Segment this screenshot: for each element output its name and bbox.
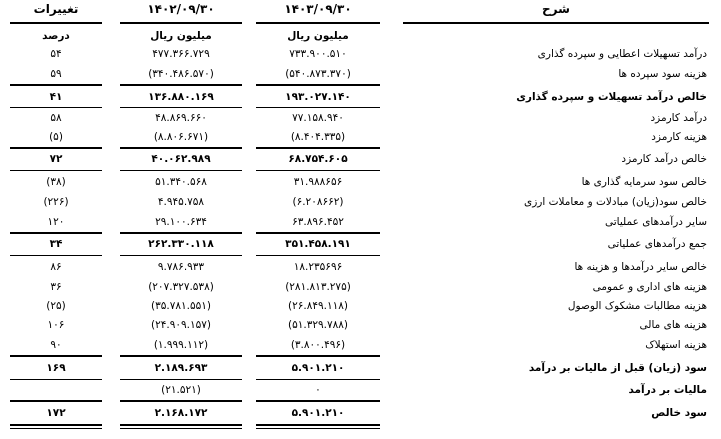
row-rule: [10, 379, 102, 380]
header-rule: [10, 22, 102, 24]
row-current: ۰: [315, 384, 321, 396]
subtotal-rule: [256, 232, 380, 234]
row-prior: (۳۴۰.۴۸۶.۵۷۰): [148, 68, 214, 80]
table-row: [0, 381, 721, 399]
row-label: هزینه مطالبات مشکوک الوصول: [567, 300, 707, 312]
row-prior: (۲۰۷.۳۲۷.۵۳۸): [148, 281, 214, 293]
row-prior: ۲.۱۸۹.۶۹۳: [154, 362, 208, 374]
row-change: ۱۶۹: [46, 362, 66, 374]
total-rule: [10, 424, 102, 426]
header-rule: [120, 22, 242, 24]
row-current: ۵.۹۰۱.۲۱۰: [291, 407, 345, 419]
units-row: [0, 27, 721, 45]
table-row-total: [0, 404, 721, 422]
header-change: تغییرات: [33, 2, 79, 16]
row-label: سود خالص: [651, 407, 707, 419]
row-rule: [120, 255, 242, 256]
total-rule: [120, 428, 242, 429]
subtotal-rule: [120, 355, 242, 357]
subtotal-rule: [256, 147, 380, 149]
row-prior: ۱۳۶.۸۸۰.۱۶۹: [148, 91, 214, 103]
row-rule: [256, 379, 380, 380]
row-label: سود (زیان) قبل از مالیات بر درآمد: [528, 362, 707, 374]
row-prior: ۴۷۷.۳۶۶.۷۲۹: [152, 48, 210, 60]
subtotal-rule: [120, 232, 242, 234]
subtotal-rule: [10, 84, 102, 86]
row-current: (۸.۴۰۴.۳۳۵): [290, 131, 346, 143]
total-rule: [10, 428, 102, 429]
subtotal-rule: [120, 84, 242, 86]
total-rule: [256, 428, 380, 429]
row-current: (۳.۸۰۰.۴۹۶): [290, 339, 346, 351]
table-row: [0, 109, 721, 127]
subtotal-rule: [10, 232, 102, 234]
row-label: هزینه های اداری و عمومی: [592, 281, 707, 293]
row-prior: ۹.۷۸۶.۹۳۳: [157, 261, 205, 273]
row-change: ۵۴: [50, 48, 62, 60]
row-change: ۳۶: [50, 281, 62, 293]
row-label: هزینه کارمزد: [651, 131, 707, 143]
table-row: [0, 258, 721, 276]
row-label: هزینه های مالی: [639, 319, 707, 331]
header-rule: [403, 22, 709, 24]
table-row-subtotal: [0, 359, 721, 377]
row-prior: ۲.۱۶۸.۱۷۲: [154, 407, 208, 419]
row-label: خالص درآمد کارمزد: [621, 153, 707, 165]
row-rule: [10, 170, 102, 171]
row-prior: (۸.۸۰۶.۶۷۱): [153, 131, 209, 143]
header-period-current: ۱۴۰۳/۰۹/۳۰: [284, 2, 352, 16]
subtotal-rule: [10, 147, 102, 149]
row-rule: [256, 255, 380, 256]
row-rule: [120, 107, 242, 108]
unit-current: میلیون ریال: [287, 30, 349, 42]
row-change: (۳۸): [46, 176, 66, 188]
table-row: [0, 213, 721, 231]
row-change: ۵۹: [50, 68, 62, 80]
table-row: [0, 45, 721, 63]
row-prior: ۴۰.۰۶۲.۹۸۹: [151, 153, 211, 165]
table-row: [0, 128, 721, 146]
row-rule: [256, 107, 380, 108]
subtotal-rule: [256, 355, 380, 357]
row-change: ۷۲: [49, 153, 63, 165]
row-label: خالص سود(زیان) مبادلات و معاملات ارزی: [524, 196, 707, 208]
row-change: ۱۰۶: [47, 319, 65, 331]
row-current: ۳۱.۹۸۸۶۵۶: [293, 176, 343, 188]
row-label: مالیات بر درآمد: [628, 384, 707, 396]
row-current: ۳۵۱.۴۵۸.۱۹۱: [285, 238, 351, 250]
subtotal-rule: [120, 147, 242, 149]
row-rule: [120, 170, 242, 171]
header-rule: [256, 22, 380, 24]
row-current: (۵۱.۳۲۹.۷۸۸): [288, 319, 348, 331]
table-row: [0, 193, 721, 211]
table-row: [0, 173, 721, 191]
row-label: هزینه استهلاک: [645, 339, 707, 351]
table-row: [0, 278, 721, 296]
row-label: جمع درآمدهای عملیاتی: [607, 238, 707, 250]
total-rule: [120, 424, 242, 426]
row-current: (۲۶.۸۴۹.۱۱۸): [288, 300, 348, 312]
subtotal-rule: [120, 400, 242, 402]
row-current: (۵۴۰.۸۷۳.۳۷۰): [285, 68, 351, 80]
subtotal-rule: [256, 84, 380, 86]
row-change: ۵۸: [50, 112, 62, 124]
row-label: خالص سود سرمایه گذاری ها: [581, 176, 707, 188]
row-current: ۶۳.۸۹۶.۴۵۲: [292, 216, 344, 228]
row-current: ۵.۹۰۱.۲۱۰: [291, 362, 345, 374]
row-prior: (۳۵.۷۸۱.۵۵۱): [151, 300, 211, 312]
row-label: سایر درآمدهای عملیاتی: [605, 216, 707, 228]
table-row: [0, 297, 721, 315]
table-row-subtotal: [0, 88, 721, 106]
row-change: (۲۲۶): [43, 196, 69, 208]
row-label: خالص سایر درآمدها و هزینه ها: [574, 261, 707, 273]
row-prior: ۴.۹۴۵.۷۵۸: [157, 196, 205, 208]
header-period-prior: ۱۴۰۲/۰۹/۳۰: [147, 2, 215, 16]
row-change: ۴۱: [49, 91, 63, 103]
table-row: [0, 316, 721, 334]
row-change: ۳۴: [49, 238, 63, 250]
table-row-subtotal: [0, 150, 721, 168]
table-row: [0, 336, 721, 354]
row-current: ۱۹۳.۰۲۷.۱۴۰: [285, 91, 351, 103]
row-label: درآمد کارمزد: [650, 112, 707, 124]
header-description: شرح: [542, 2, 570, 16]
unit-change: درصد: [42, 30, 70, 42]
row-current: ۷۷.۱۵۸.۹۴۰: [292, 112, 344, 124]
row-rule: [120, 379, 242, 380]
row-current: (۲۸۱.۸۱۳.۲۷۵): [285, 281, 351, 293]
subtotal-rule: [256, 400, 380, 402]
row-rule: [10, 255, 102, 256]
row-change: (۲۵): [46, 300, 66, 312]
row-current: ۱۸.۲۳۵۶۹۶: [293, 261, 343, 273]
row-prior: (۲۴.۹۰۹.۱۵۷): [151, 319, 211, 331]
row-label: هزینه سود سپرده ها: [618, 68, 707, 80]
subtotal-rule: [10, 355, 102, 357]
row-prior: ۵۱.۳۴۰.۵۶۸: [155, 176, 207, 188]
row-prior: (۱.۹۹۹.۱۱۲): [153, 339, 209, 351]
row-rule: [10, 107, 102, 108]
total-rule: [256, 424, 380, 426]
row-prior: (۲۱.۵۲۱): [161, 384, 201, 396]
row-change: ۹۰: [50, 339, 62, 351]
unit-prior: میلیون ریال: [150, 30, 212, 42]
row-label: خالص درآمد تسهیلات و سپرده گذاری: [516, 91, 707, 103]
row-change: (۵): [49, 131, 63, 143]
row-change: ۱۷۲: [46, 407, 66, 419]
row-rule: [256, 170, 380, 171]
table-row: [0, 65, 721, 83]
row-prior: ۴۸.۸۶۹.۶۶۰: [155, 112, 207, 124]
subtotal-rule: [10, 400, 102, 402]
row-current: (۶.۲۰۸۶۶۲): [292, 196, 344, 208]
row-change: ۸۶: [50, 261, 62, 273]
row-current: ۶۸.۷۵۴.۶۰۵: [288, 153, 348, 165]
row-label: درآمد تسهیلات اعطایی و سپرده گذاری: [537, 48, 707, 60]
table-row-subtotal: [0, 235, 721, 253]
row-change: ۱۲۰: [47, 216, 65, 228]
row-prior: ۲۶۲.۳۳۰.۱۱۸: [148, 238, 214, 250]
row-prior: ۲۹.۱۰۰.۶۳۴: [155, 216, 207, 228]
row-current: ۷۳۳.۹۰۰.۵۱۰: [289, 48, 347, 60]
